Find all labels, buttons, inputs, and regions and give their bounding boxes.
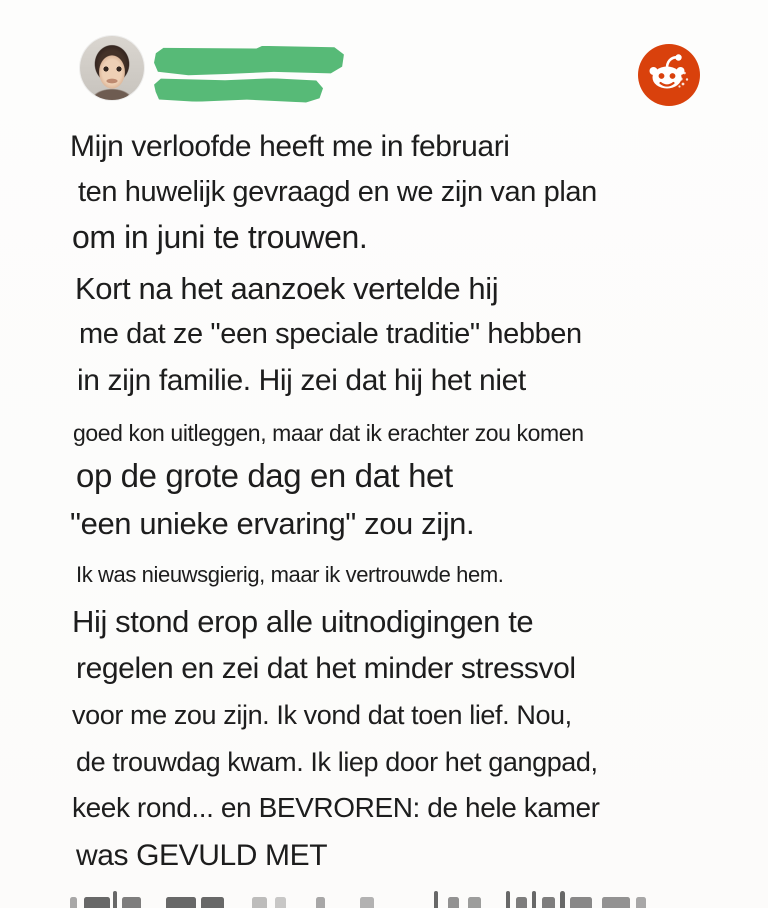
- avatar: [80, 36, 144, 100]
- post-text-line: Kort na het aanzoek vertelde hij: [75, 271, 499, 306]
- post-text-line: was GEVULD MET: [76, 839, 328, 872]
- post-text-line: voor me zou zijn. Ik vond dat toen lief. Nou,: [72, 700, 572, 730]
- post-text-line: Ik was nieuwsgierig, maar ik vertrouwde hem.: [76, 562, 504, 587]
- post-text-line: ten huwelijk gevraagd en we zijn van plan: [78, 176, 597, 208]
- post-text-line: Mijn verloofde heeft me in februari: [70, 130, 510, 163]
- post-text-line: regelen en zei dat het minder stressvol: [76, 652, 576, 685]
- post-text-line: om in juni te trouwen.: [72, 219, 368, 255]
- post-text-line: op de grote dag en dat het: [76, 457, 453, 494]
- post-text-line: goed kon uitleggen, maar dat ik erachter zou komen: [73, 420, 584, 446]
- post-text-line: me dat ze "een speciale traditie" hebben: [79, 318, 582, 350]
- post-text-line: Hij stond erop alle uitnodigingen te: [72, 604, 534, 639]
- redacted-username-bar: [154, 45, 344, 76]
- post-text-line: in zijn familie. Hij zei dat hij het niet: [77, 364, 526, 397]
- reddit-logo-icon: [636, 42, 702, 108]
- redacted-username-bar: [154, 77, 323, 102]
- cutoff-text-line: [70, 891, 690, 908]
- post-text-line: "een unieke ervaring" zou zijn.: [70, 506, 475, 541]
- post-text-line: de trouwdag kwam. Ik liep door het gangpad,: [76, 747, 598, 777]
- post-text-line: keek rond... en BEVROREN: de hele kamer: [72, 792, 600, 823]
